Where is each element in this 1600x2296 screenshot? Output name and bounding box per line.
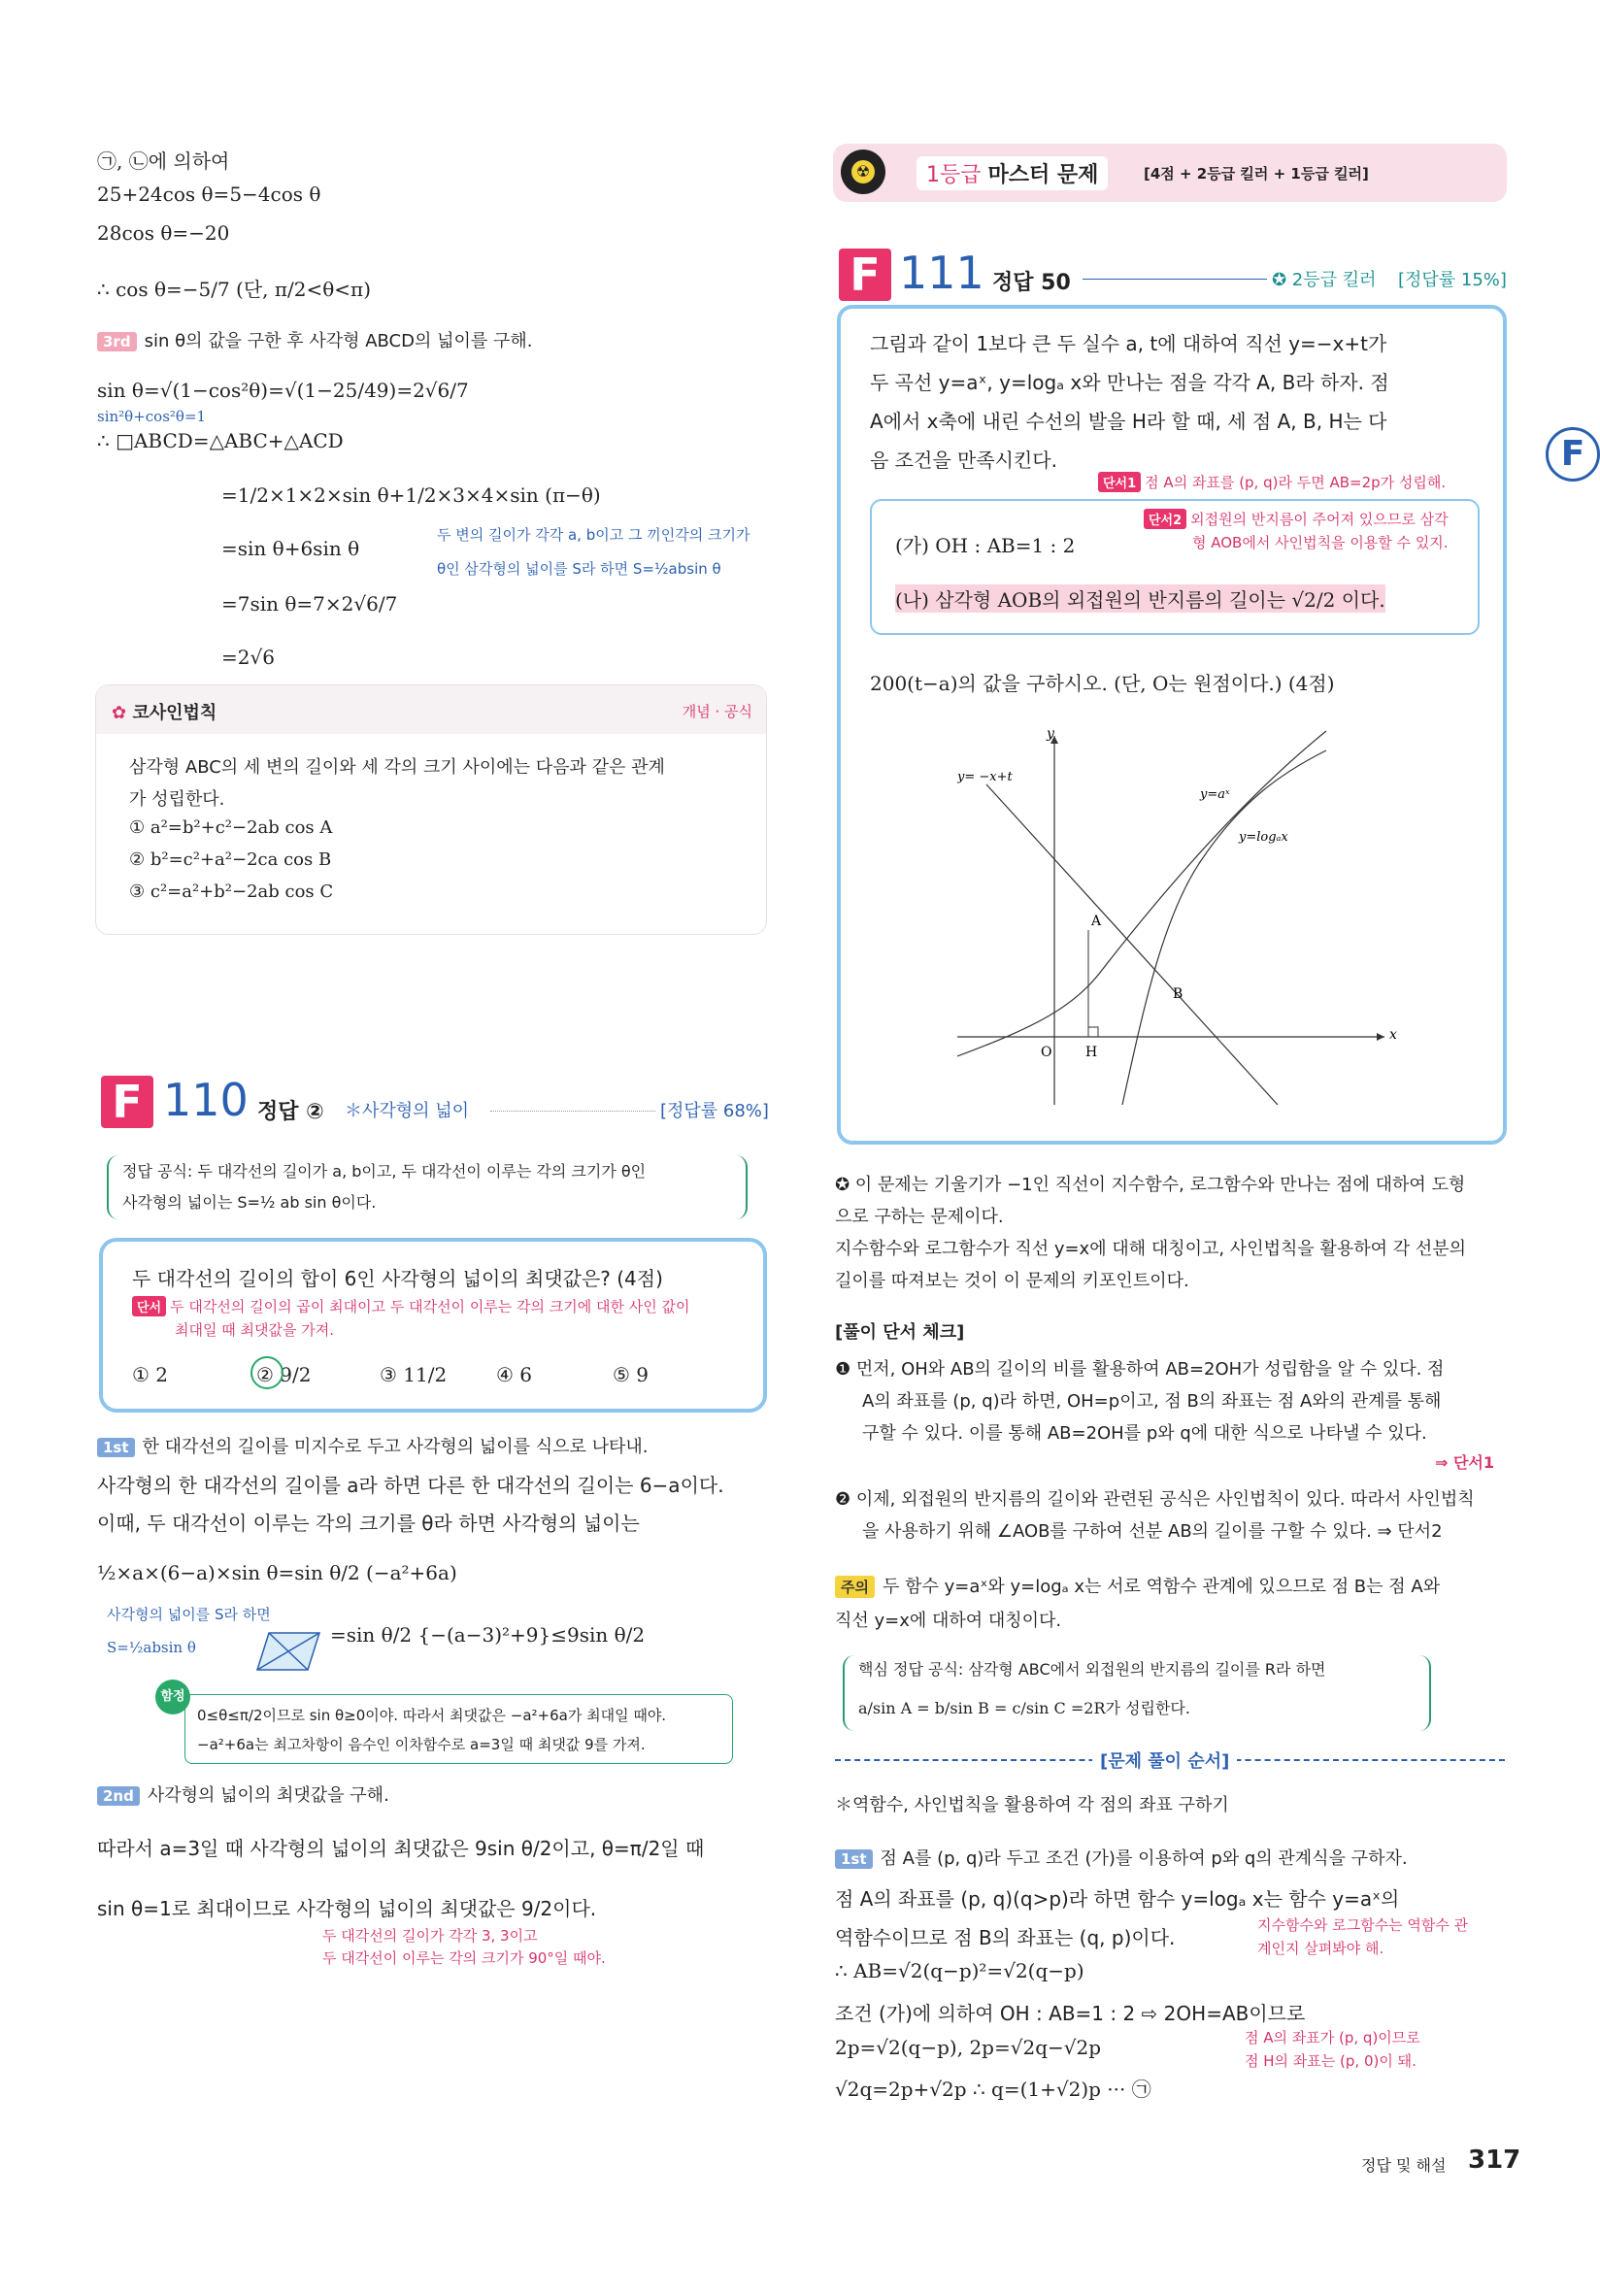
note-line: ✪ 이 문제는 기울기가 −1인 직선이 지수함수, 로그함수와 만나는 점에 대하여 도형	[835, 1175, 1466, 1195]
step-tag: 1st	[835, 1849, 873, 1869]
question-line: 그림과 같이 1보다 큰 두 실수 a, t에 대하여 직선 y=−x+t가	[870, 332, 1387, 355]
condition-1: (가) OH : AB=1 : 2	[895, 534, 1076, 557]
side-note: 두 변의 길이가 각각 a, b이고 그 끼인각의 크기가	[437, 526, 750, 544]
problem-f-badge: F	[101, 1076, 153, 1128]
step-tag: 1st	[97, 1438, 135, 1457]
flower-icon: ✿	[112, 703, 133, 723]
chapter-tab[interactable]: F	[1546, 427, 1600, 482]
check-line: 구할 수 있다. 이를 통해 AB=2OH를 p와 q에 대한 식으로 나타낼 수 있다.	[862, 1423, 1427, 1444]
check-line: A의 좌표를 (p, q)라 하면, OH=p이고, 점 B의 좌표는 점 A와의 관계를 통해	[862, 1391, 1442, 1412]
note-line: 지수함수와 로그함수가 직선 y=x에 대해 대칭이고, 사인법칙을 활용하여 각 선분의	[835, 1239, 1467, 1259]
parallelogram-diagram	[248, 1629, 325, 1674]
header-rule	[1083, 279, 1267, 280]
function-graph	[957, 726, 1443, 1105]
step-text: 사각형의 넓이의 최댓값을 구해.	[147, 1785, 389, 1806]
note-line: 으로 구하는 문제이다.	[835, 1207, 1004, 1227]
core-line: a/sin A = b/sin B = c/sin C =2R가 성립한다.	[858, 1699, 1190, 1717]
concept-tag: 개념 · 공식	[682, 703, 752, 720]
answer-label: 정답 ②	[257, 1100, 324, 1124]
warning-line: 주의 두 함수 y=aˣ와 y=logₐ x는 서로 역함수 관계에 있으므로 점 B는 점 A와	[835, 1573, 1440, 1598]
equation: 25+24cos θ=5−4cos θ	[97, 183, 321, 206]
b-label: B	[1173, 986, 1183, 1002]
equation: =7sin θ=7×2√6/7	[221, 592, 398, 616]
body-line: 따라서 a=3일 때 사각형의 넓이의 최댓값은 9sin θ/2이고, θ=π/2일 때	[97, 1837, 705, 1860]
choice-2[interactable]: ② 9/2	[256, 1363, 312, 1386]
problem-number: 111	[899, 247, 984, 299]
a-label: A	[1091, 914, 1102, 929]
line-label: y= −x+t	[957, 770, 1013, 784]
choice-5[interactable]: ⑤ 9	[613, 1363, 650, 1386]
choice-3[interactable]: ③ 11/2	[380, 1363, 448, 1386]
step-tag: 3rd	[97, 332, 137, 351]
master-banner	[833, 144, 1507, 202]
step-tag: 2nd	[97, 1786, 140, 1806]
equation: ∴ AB=√2(q−p)²=√2(q−p)	[835, 1959, 1084, 1982]
trap-tag: 함정	[155, 1680, 190, 1714]
dotted-rule	[490, 1111, 655, 1112]
answer-label: 정답 50	[992, 271, 1071, 295]
choice-1[interactable]: ① 2	[132, 1363, 169, 1386]
equation: =sin θ/2 {−(a−3)²+9}≤9sin θ/2	[330, 1623, 646, 1647]
y-axis-label: y	[1047, 726, 1054, 742]
check-line: ❶ 먼저, OH와 AB의 길이의 비를 활용하여 AB=2OH가 성립함을 알 수 있다. 점	[835, 1359, 1445, 1380]
side-note: 점 A의 좌표가 (p, q)이므로	[1245, 2029, 1420, 2046]
question-text: 두 대각선의 길이의 합이 6인 사각형의 넓이의 최댓값은? (4점)	[132, 1267, 663, 1290]
page-number: 317	[1468, 2146, 1521, 2175]
question-line: 음 조건을 만족시킨다.	[870, 449, 1057, 472]
banner-title: 1등급 마스터 문제	[917, 156, 1108, 190]
text-line: ㉠, ㉡에 의하여	[97, 150, 230, 173]
step-3rd	[97, 327, 532, 352]
step-1st	[97, 1433, 649, 1458]
side-note: 점 H의 좌표는 (p, 0)이 돼.	[1245, 2052, 1417, 2070]
hint-line: 단서 두 대각선의 길이의 곱이 최대이고 두 대각선이 이루는 각의 크기에 대한 사인 값이	[132, 1296, 690, 1316]
origin-label: O	[1041, 1045, 1052, 1060]
equation: =2√6	[221, 646, 275, 669]
order-line: ＊역함수, 사인법칙을 활용하여 각 점의 좌표 구하기	[835, 1795, 1229, 1815]
hint-line: 최대일 때 최댓값을 가져.	[175, 1321, 334, 1339]
body-line: 역함수이므로 점 B의 좌표는 (q, p)이다.	[835, 1926, 1176, 1949]
bomb-icon: ☢	[841, 150, 885, 194]
equation: 28cos θ=−20	[97, 221, 230, 245]
step-1st	[835, 1845, 1408, 1870]
trap-line: 0≤θ≤π/2이므로 sin θ≥0이야. 따라서 최댓값은 −a²+6a가 최대일 때야.	[197, 1707, 667, 1724]
problem-f-badge: F	[839, 249, 891, 301]
step-text: sin θ의 값을 구한 후 사각형 ABCD의 넓이를 구해.	[144, 331, 533, 351]
hint-line: 단서1 점 A의 좌표를 (p, q)라 두면 AB=2p가 성립해.	[1098, 472, 1446, 492]
core-formula-box	[843, 1655, 1431, 1731]
step-2nd	[97, 1781, 389, 1807]
formula-line: 사각형의 넓이는 S=½ ab sin θ이다.	[122, 1193, 377, 1212]
equation-note: sin²θ+cos²θ=1	[97, 408, 207, 425]
check-line: 을 사용하기 위해 ∠AOB를 구하여 선분 AB의 길이를 구할 수 있다. ⇒ 단서2	[862, 1521, 1443, 1542]
equation: =1/2×1×2×sin θ+1/2×3×4×sin (π−θ)	[221, 483, 601, 507]
concept-title: ✿ 코사인법칙	[112, 703, 217, 723]
warning-line: 직선 y=x에 대하여 대칭이다.	[835, 1611, 1062, 1631]
question-line: 두 곡선 y=aˣ, y=logₐ x와 만나는 점을 각각 A, B라 하자. 점	[870, 371, 1389, 394]
side-note: θ인 삼각형의 넓이를 S라 하면 S=½absin θ	[437, 560, 721, 578]
side-note: 계인지 살펴봐야 해.	[1257, 1940, 1384, 1957]
order-title: [문제 풀이 순서]	[1092, 1747, 1237, 1773]
side-note: 지수함수와 로그함수는 역함수 관	[1257, 1916, 1469, 1934]
topic-label: ＊사각형의 넓이	[345, 1101, 470, 1121]
x-axis-label: x	[1389, 1027, 1397, 1043]
equation: √2q=2p+√2p ∴ q=(1+√2)p ··· ㉠	[835, 2078, 1151, 2101]
equation-note: S=½absin θ	[107, 1639, 196, 1656]
problem-111-box	[837, 305, 1507, 1145]
equation-note: 두 대각선이 이루는 각의 크기가 90°일 때야.	[322, 1949, 606, 1967]
concept-line: 가 성립한다.	[129, 789, 225, 810]
problem-number: 110	[163, 1074, 249, 1126]
equation: =sin θ+6sin θ	[221, 537, 360, 560]
hint-ref: ⇒ 단서1	[1435, 1453, 1495, 1472]
formula-box	[107, 1155, 748, 1219]
body-line: sin θ=1로 최대이므로 사각형의 넓이의 최댓값은 9/2이다.	[97, 1897, 597, 1920]
equation-note: 두 대각선의 길이가 각각 3, 3이고	[322, 1927, 538, 1945]
equation: ∴ □ABCD=△ABC+△ACD	[97, 429, 344, 452]
hint-line: 단서2 외접원의 반지름이 주어져 있으므로 삼각	[1144, 509, 1449, 529]
killer-label: ✪ 2등급 킬러	[1272, 270, 1377, 290]
trap-box	[184, 1694, 733, 1764]
hint-line: 형 AOB에서 사인법칙을 이용할 수 있지.	[1192, 534, 1449, 551]
rate-label: [정답률 15%]	[1398, 270, 1507, 290]
h-label: H	[1085, 1045, 1098, 1060]
equation: 2p=√2(q−p), 2p=√2q−√2p	[835, 2036, 1102, 2059]
equation: 조건 (가)에 의하여 OH : AB=1 : 2 ⇨ 2OH=AB이므로	[835, 2002, 1306, 2025]
body-line: 사각형의 한 대각선의 길이를 a라 하면 다른 한 대각선의 길이는 6−a이다.	[97, 1474, 724, 1497]
banner-sub: [4점 + 2등급 킬러 + 1등급 킬러]	[1144, 165, 1369, 183]
rate-label: [정답률 68%]	[660, 1101, 769, 1121]
question-box	[99, 1238, 767, 1413]
equation: sin θ=√(1−cos²θ)=√(1−25/49)=2√6/7	[97, 379, 469, 402]
body-line: 점 A의 좌표를 (p, q)(q>p)라 하면 함수 y=logₐ x는 함수 y=aˣ의	[835, 1887, 1400, 1911]
equation-note: 사각형의 넓이를 S라 하면	[107, 1606, 271, 1623]
condition-box	[870, 499, 1480, 635]
formula-line: 정답 공식: 두 대각선의 길이가 a, b이고, 두 대각선이 이루는 각의 크기가 θ인	[122, 1162, 647, 1181]
check-line: ❷ 이제, 외접원의 반지름의 길이와 관련된 공식은 사인법칙이 있다. 따라서 사인법칙	[835, 1489, 1475, 1510]
equation: ∴ cos θ=−5/7 (단, π/2<θ<π)	[97, 278, 371, 301]
concept-line: ① a²=b²+c²−2ab cos A	[129, 817, 333, 838]
log-label: y=logₐx	[1239, 830, 1288, 845]
trap-line: −a²+6a는 최고차항이 음수인 이차함수로 a=3일 때 최댓값 9를 가져.	[197, 1736, 646, 1753]
choice-4[interactable]: ④ 6	[496, 1363, 533, 1386]
core-line: 핵심 정답 공식: 삼각형 ABC에서 외접원의 반지름의 길이를 R라 하면	[858, 1660, 1326, 1679]
equation: ½×a×(6−a)×sin θ=sin θ/2 (−a²+6a)	[97, 1561, 457, 1584]
concept-line: ③ c²=a²+b²−2ab cos C	[129, 882, 334, 902]
step-text: 점 A를 (p, q)라 두고 조건 (가)를 이용하여 p와 q의 관계식을 구하자.	[880, 1848, 1408, 1869]
footer-label: 정답 및 해설	[1361, 2156, 1447, 2175]
exp-label: y=aˣ	[1200, 787, 1230, 802]
check-title: [풀이 단서 체크]	[835, 1322, 965, 1343]
concept-line: 삼각형 ABC의 세 변의 길이와 세 각의 크기 사이에는 다음과 같은 관계	[129, 757, 665, 778]
concept-box	[95, 684, 767, 935]
step-text: 한 대각선의 길이를 미지수로 두고 사각형의 넓이를 식으로 나타내.	[142, 1437, 649, 1457]
body-line: 이때, 두 대각선이 이루는 각의 크기를 θ라 하면 사각형의 넓이는	[97, 1512, 640, 1535]
question-line: A에서 x축에 내린 수선의 발을 H라 할 때, 세 점 A, B, H는 다	[870, 410, 1387, 433]
concept-line: ② b²=c²+a²−2ca cos B	[129, 849, 332, 870]
question-line: 200(t−a)의 값을 구하시오. (단, O는 원점이다.) (4점)	[870, 672, 1335, 695]
condition-2: (나) 삼각형 AOB의 외접원의 반지름의 길이는 √2/2 이다.	[895, 584, 1385, 613]
answer-circle-icon	[250, 1356, 283, 1389]
note-line: 길이를 따져보는 것이 이 문제의 키포인트이다.	[835, 1271, 1189, 1291]
